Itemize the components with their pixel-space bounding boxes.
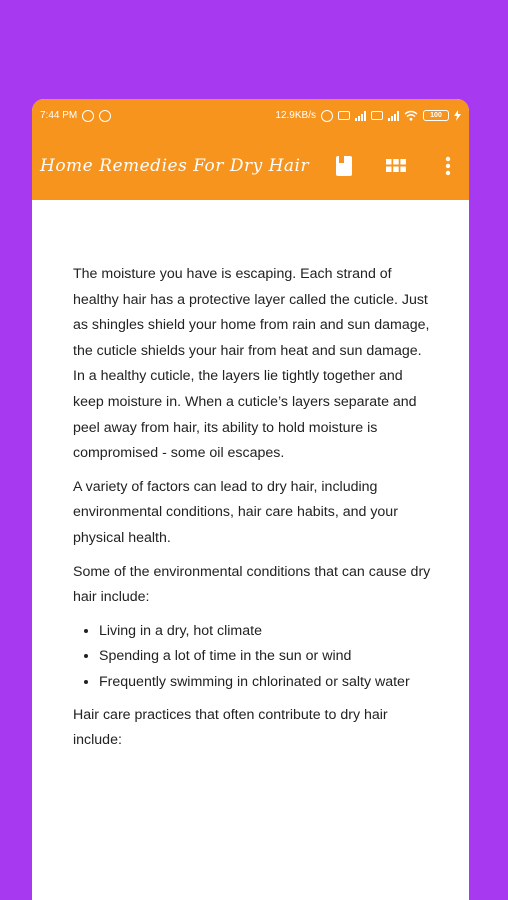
list-item: • Spending a lot of time in the sun or wind <box>99 644 431 670</box>
grid-view-button[interactable] <box>385 154 407 178</box>
sim-icon <box>338 111 350 120</box>
bookmark-icon <box>335 155 353 177</box>
network-speed: 12.9KB/s <box>275 110 316 121</box>
list-item: • Living in a dry, hot climate <box>99 619 431 645</box>
grid-icon <box>386 159 406 173</box>
bullet-list <box>73 619 431 696</box>
status-left <box>40 110 111 122</box>
bookmark-button[interactable] <box>333 154 355 178</box>
article-paragraph: Hair care practices that often contribute to dry hair include: <box>73 706 388 749</box>
article-paragraph: A variety of factors can lead to dry hair, including environmental conditions, hair care habits, and your physical health. <box>73 478 398 546</box>
status-bar <box>32 99 469 132</box>
alarm-icon <box>321 110 333 122</box>
app-bar-actions <box>333 154 459 178</box>
sim-icon <box>371 111 383 120</box>
wifi-icon <box>404 110 418 121</box>
notification-icon <box>82 110 94 122</box>
more-options-button[interactable] <box>437 154 459 178</box>
signal-icon <box>355 111 366 121</box>
article-paragraph: The moisture you have is escaping. Each strand of healthy hair has a protective layer called the cuticle. Just as shingles shield your home from rain and sun damage, the cuticle shields your hair from heat and sun damage. In a healthy cuticle, the layers lie tightly together and keep moisture in. When a cuticle’s layers separate and peel away from hair, its ability to hold moisture is compromised - some oil escapes. <box>73 266 430 462</box>
list-item: • Frequently swimming in chlorinated or salty water <box>99 670 431 696</box>
notification-icon <box>99 110 111 122</box>
status-right <box>275 110 461 122</box>
article-content <box>32 200 469 754</box>
app-title: Home Remedies For Dry Hair <box>40 156 310 176</box>
article-paragraph: Some of the environmental conditions that can cause dry hair include: <box>73 563 431 606</box>
status-time: 7:44 PM <box>40 110 78 121</box>
signal-icon <box>388 111 399 121</box>
charging-icon <box>454 110 461 121</box>
app-bar <box>32 132 469 200</box>
battery-icon: 100 <box>423 110 449 121</box>
phone-screen <box>32 99 469 900</box>
more-vert-icon <box>445 156 451 176</box>
